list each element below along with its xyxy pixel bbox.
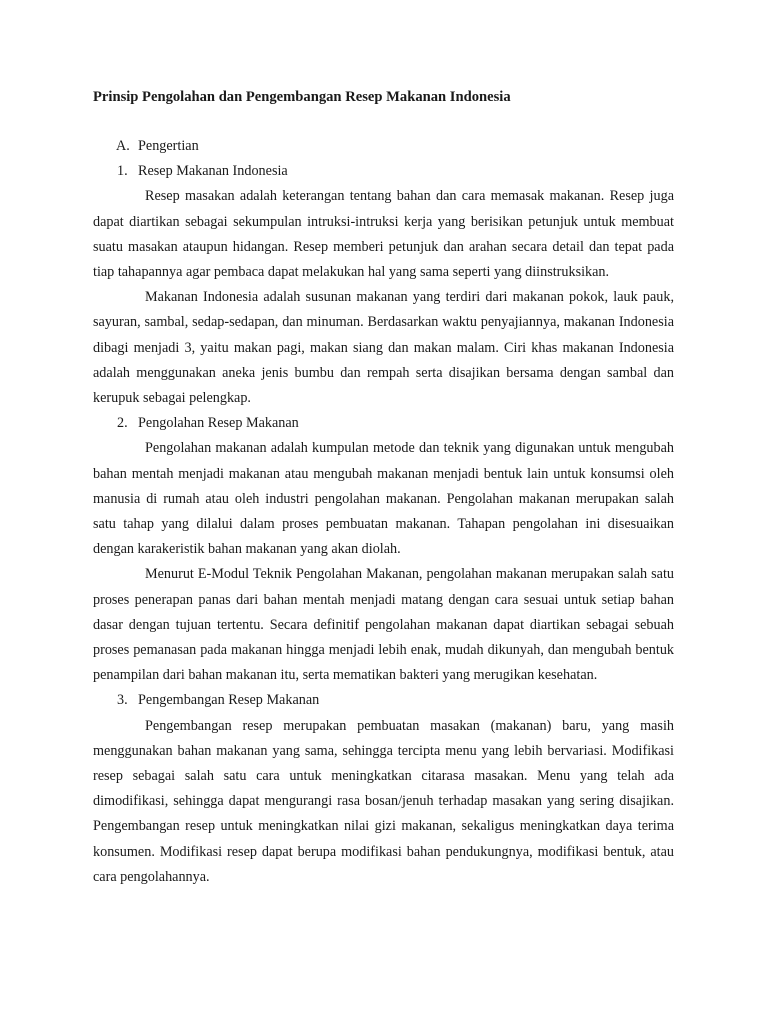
section-heading-pengertian <box>93 134 674 159</box>
paragraph: Resep masakan adalah keterangan tentang bahan dan cara memasak makanan. Resep juga dapat diartikan sebagai sekumpulan intruksi-intruksi kerja yang berisikan petunjuk untuk membuat suatu masakan ataupun hidangan. Resep memberi petunjuk dan arahan secara detail dan tepat pada tiap tahapannya agar pembaca dapat melakukan hal yang sama seperti yang diinstruksikan. <box>93 188 674 281</box>
item-label: Pengembangan Resep Makanan <box>138 692 320 709</box>
section-marker: A. <box>116 138 130 154</box>
item-heading-pengembangan-resep-makanan <box>93 688 674 713</box>
paragraph: Pengembangan resep merupakan pembuatan masakan (makanan) baru, yang masih menggunakan bahan makanan yang sama, sehingga tercipta menu yang lebih bervariasi. Modifikasi resep sebagai salah satu cara untuk meningkatkan citarasa masakan. Menu yang telah ada dimodifikasi, sehingga dapat mengurangi rasa bosan/jenuh terhadap masakan yang sering disajikan. Pengembangan resep untuk meningkatkan nilai gizi makanan, sekaligus meningkatkan daya terima konsumen. Modifikasi resep dapat berupa modifikasi bahan pendukungnya, modifikasi bentuk, atau cara pengolahannya. <box>93 717 674 885</box>
document-page <box>93 86 674 890</box>
paragraph: Pengolahan makanan adalah kumpulan metode dan teknik yang digunakan untuk mengubah bahan mentah menjadi makanan atau mengubah makanan menjadi bentuk lain untuk konsumsi oleh manusia di rumah atau oleh industri pengolahan makanan. Pengolahan makanan merupakan salah satu tahap yang dilalui dalam proses pembuatan makanan. Tahapan pengolahan ini disesuaikan dengan karakeristik bahan makanan yang akan diolah. <box>93 440 674 558</box>
section-label: Pengertian <box>138 138 199 154</box>
item-marker: 1. <box>117 163 128 180</box>
item-label: Resep Makanan Indonesia <box>138 163 288 180</box>
document-title: Prinsip Pengolahan dan Pengembangan Resep Makanan Indonesia <box>93 89 511 105</box>
paragraph: Menurut E-Modul Teknik Pengolahan Makanan, pengolahan makanan merupakan salah satu proses penerapan panas dari bahan mentah menjadi matang dengan cara sesuai untuk setiap bahan dasar dengan tujuan tertentu. Secara definitif pengolahan makanan dapat diartikan sebagai sebuah proses pemanasan pada makanan hingga menjadi lebih enak, mudah dikunyah, dan mengubah bentuk penampilan dari bahan makanan itu, serta mematikan bakteri yang merugikan kesehatan. <box>93 566 674 684</box>
item-marker: 3. <box>117 692 128 709</box>
item-heading-pengolahan-resep-makanan <box>93 411 674 436</box>
item-heading-resep-makanan-indonesia <box>93 159 674 184</box>
item-label: Pengolahan Resep Makanan <box>138 415 299 432</box>
item-marker: 2. <box>117 415 128 432</box>
paragraph: Makanan Indonesia adalah susunan makanan yang terdiri dari makanan pokok, lauk pauk, sayuran, sambal, sedap-sedapan, dan minuman. Berdasarkan waktu penyajiannya, makanan Indonesia dibagi menjadi 3, yaitu makan pagi, makan siang dan makan malam. Ciri khas makanan Indonesia adalah menggunakan aneka jenis bumbu dan rempah serta disajikan bersama dengan sambal dan kerupuk sebagai pelengkap. <box>93 289 674 407</box>
